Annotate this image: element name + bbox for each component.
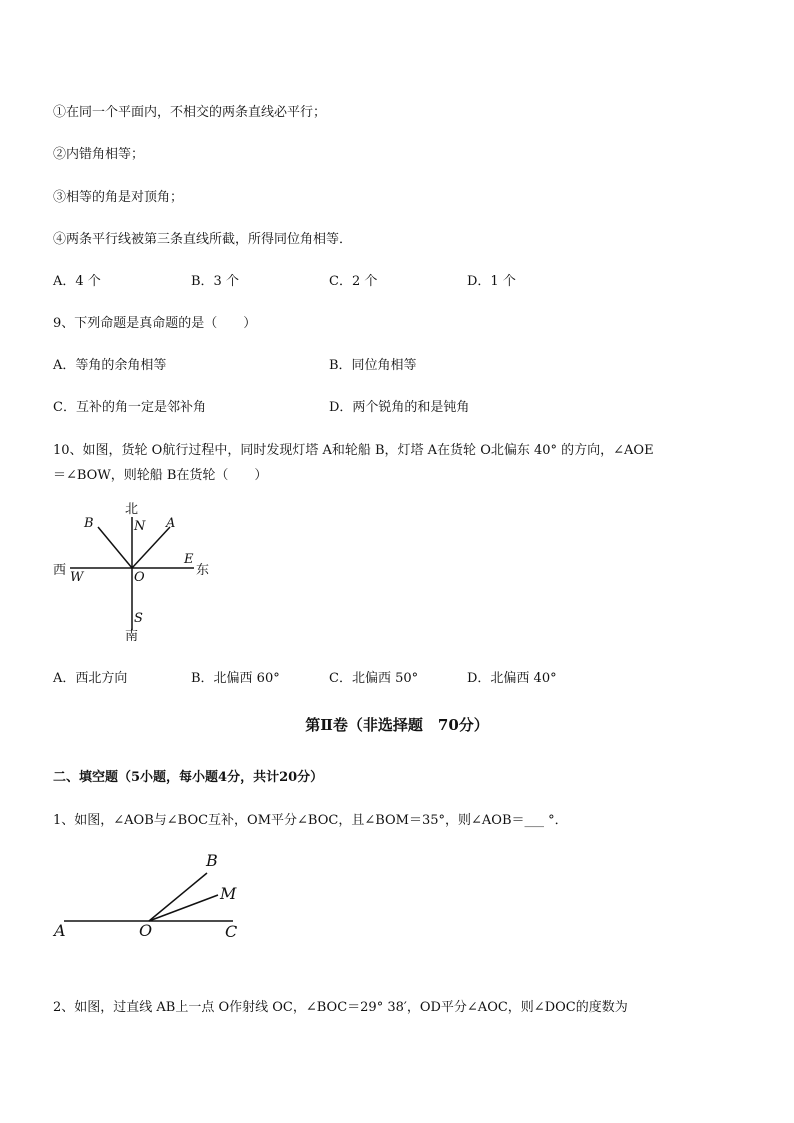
label-a: A — [166, 516, 176, 531]
fill2-stem: 2、如图，过直线 AB上一点 O作射线 OC，∠BOC＝29° 38′，OD平分∠AOC，则∠DOC的度数为 — [53, 1000, 628, 1015]
label-west: 西 — [53, 563, 67, 578]
label-south: 南 — [125, 629, 139, 644]
prev-option-d: D．1 个 — [467, 274, 516, 289]
prev-option-a: A．4 个 — [53, 274, 101, 289]
label-east: 东 — [196, 563, 210, 578]
fig-label-c: C — [225, 922, 238, 941]
fill-section-heading: 二、填空题（5小题，每小题4分，共计20分） — [53, 770, 324, 785]
part2-title: 第Ⅱ卷（非选择题 70分） — [305, 716, 489, 734]
fig-label-b: B — [206, 851, 218, 870]
q10-stem-line1: 10、如图，货轮 O航行过程中，同时发现灯塔 A和轮船 B，灯塔 A在货轮 O北偏东 40° 的方向，∠AOE — [53, 443, 654, 458]
q10-option-c: C．北偏西 50° — [329, 671, 419, 686]
label-n: N — [134, 519, 146, 534]
q9-option-d: D．两个锐角的和是钝角 — [329, 400, 470, 415]
prev-option-b: B．3 个 — [191, 274, 239, 289]
fill1-stem: 1、如图，∠AOB与∠BOC互补，OM平分∠BOC，且∠BOM＝35°，则∠AOB＝___ °． — [53, 813, 568, 828]
q9-option-a: A．等角的余角相等 — [53, 358, 167, 373]
label-s: S — [134, 611, 143, 626]
prev-option-c: C．2 个 — [329, 274, 378, 289]
fig-label-m: M — [220, 884, 237, 903]
statement-2: ②内错角相等； — [53, 147, 145, 162]
statement-4: ④两条平行线被第三条直线所截，所得同位角相等． — [53, 232, 353, 247]
label-w: W — [70, 570, 84, 585]
q9-option-c: C．互补的角一定是邻补角 — [53, 400, 206, 415]
fig-label-a: A — [54, 921, 66, 940]
q10-option-d: D．北偏西 40° — [467, 671, 557, 686]
statement-3: ③相等的角是对顶角； — [53, 190, 184, 205]
ray-ob-fig — [149, 873, 207, 921]
q10-option-b: B．北偏西 60° — [191, 671, 280, 686]
ray-om — [149, 895, 218, 921]
fig-label-o: O — [139, 921, 153, 940]
q9-stem: 9、下列命题是真命题的是（ ） — [53, 316, 257, 331]
q10-option-a: A．西北方向 — [53, 671, 128, 686]
q9-option-b: B．同位角相等 — [329, 358, 417, 373]
label-b: B — [84, 516, 94, 531]
q10-stem-line2: ＝∠BOW，则轮船 B在货轮（ ） — [53, 468, 268, 483]
statement-1: ①在同一个平面内，不相交的两条直线必平行； — [53, 105, 327, 120]
label-e: E — [184, 552, 194, 567]
label-o: O — [134, 570, 145, 585]
label-north: 北 — [125, 502, 139, 517]
